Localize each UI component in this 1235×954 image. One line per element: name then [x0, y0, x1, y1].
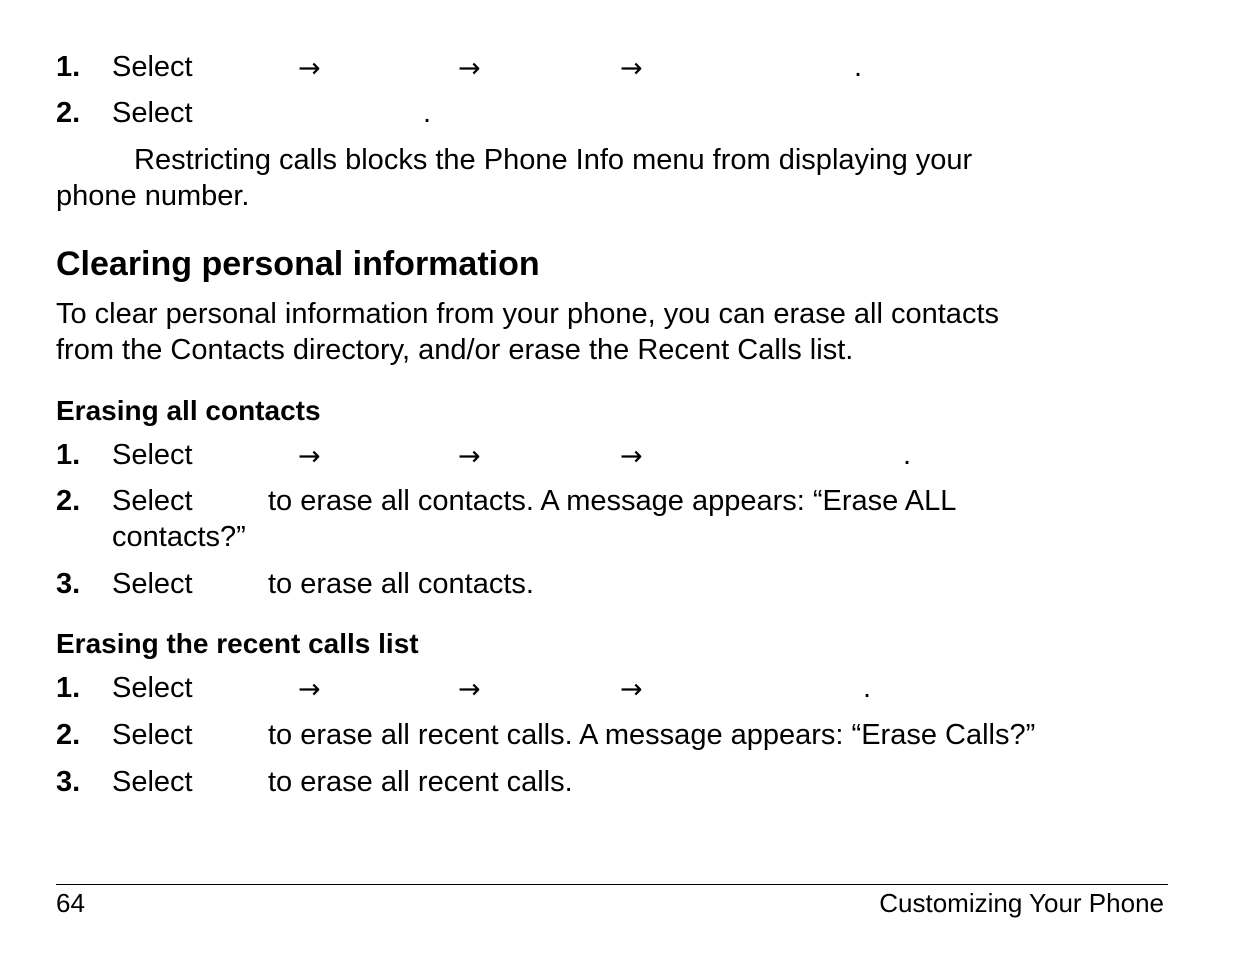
- step-period: .: [863, 672, 872, 704]
- step-text: to erase all recent calls.: [268, 766, 573, 798]
- arrow-right-icon: →: [458, 674, 481, 705]
- arrow-right-icon: →: [298, 53, 321, 84]
- step-number: 2.: [56, 97, 81, 129]
- intro-line-2: from the Contacts directory, and/or erase the Recent Calls list.: [56, 334, 854, 366]
- step-number: 1.: [56, 672, 81, 704]
- step-select-word: Select: [112, 51, 193, 83]
- step-text-line-2: contacts?”: [112, 521, 246, 553]
- note-line-2: phone number.: [56, 180, 250, 212]
- step-number: 2.: [56, 485, 81, 517]
- arrow-right-icon: →: [620, 441, 643, 472]
- step-number: 2.: [56, 719, 81, 751]
- arrow-right-icon: →: [298, 674, 321, 705]
- arrow-right-icon: →: [620, 53, 643, 84]
- arrow-right-icon: →: [298, 441, 321, 472]
- step-text: to erase all contacts.: [268, 568, 534, 600]
- step-select-word: Select: [112, 439, 193, 471]
- step-period: .: [903, 439, 912, 471]
- page-number: 64: [56, 888, 85, 918]
- step-number: 3.: [56, 568, 81, 600]
- step-text-line-1: to erase all contacts. A message appears: “Erase ALL: [268, 485, 957, 517]
- step-number: 3.: [56, 766, 81, 798]
- intro-line-1: To clear personal information from your phone, you can erase all contacts: [56, 298, 999, 330]
- arrow-right-icon: →: [620, 674, 643, 705]
- footer-divider: [56, 884, 1168, 885]
- arrow-right-icon: →: [458, 53, 481, 84]
- step-period: .: [854, 51, 863, 83]
- step-select-word: Select: [112, 719, 193, 751]
- step-period: .: [423, 97, 432, 129]
- step-text: to erase all recent calls. A message appears: “Erase Calls?”: [268, 719, 1036, 751]
- footer-section-title: Customizing Your Phone: [879, 888, 1164, 918]
- subsection-heading-recent-calls: Erasing the recent calls list: [56, 628, 419, 659]
- section-heading: Clearing personal information: [56, 245, 540, 283]
- step-number: 1.: [56, 51, 81, 83]
- step-number: 1.: [56, 439, 81, 471]
- subsection-heading-contacts: Erasing all contacts: [56, 395, 321, 426]
- arrow-right-icon: →: [458, 441, 481, 472]
- note-line-1: Restricting calls blocks the Phone Info menu from displaying your: [134, 144, 973, 176]
- step-select-word: Select: [112, 97, 193, 129]
- step-select-word: Select: [112, 766, 193, 798]
- step-select-word: Select: [112, 485, 193, 517]
- step-select-word: Select: [112, 568, 193, 600]
- step-select-word: Select: [112, 672, 193, 704]
